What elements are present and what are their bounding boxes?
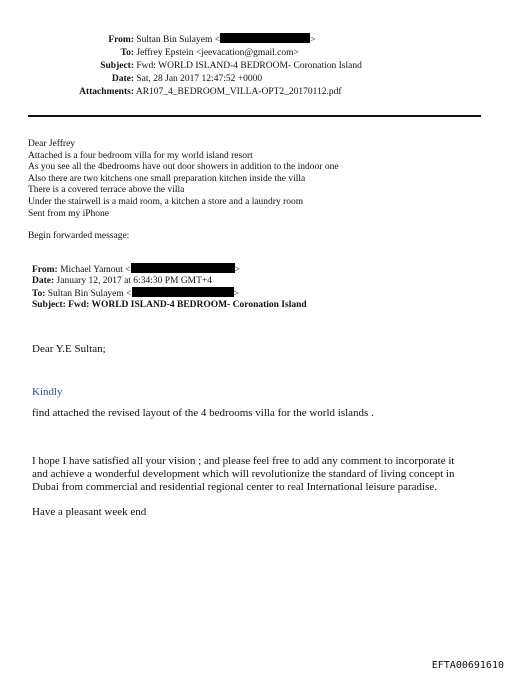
- fwd-subject-value: Fwd: WORLD ISLAND-4 BEDROOM- Coronation Island: [68, 300, 307, 310]
- date-value: Sat, 28 Jan 2017 12:47:52 +0000: [136, 74, 263, 84]
- attachments-value[interactable]: AR107_4_BEDROOM_VILLA-OPT2_20170112.pdf: [135, 87, 342, 97]
- from-value: Sultan Bin Sulayem <: [136, 35, 221, 45]
- header-divider: [28, 115, 481, 117]
- message-line: Also there are two kitchens one small preparation kitchen inside the villa: [28, 173, 306, 184]
- letter-paragraph-line: and achieve a wonderful development which will revolutionize the standard of living concept in: [32, 468, 455, 480]
- email-header: [28, 33, 362, 99]
- to-value: Jeffrey Epstein <jeevacation@gmail.com>: [136, 48, 299, 58]
- attachments-label: Attachments:: [79, 87, 134, 97]
- redaction-bar: [132, 287, 234, 297]
- header-attachments-row: [28, 86, 362, 99]
- header-to-row: [28, 47, 362, 60]
- fwd-to-value: Sultan Bin Sulayem <: [47, 289, 132, 299]
- fwd-to-row: [32, 287, 307, 300]
- letter-closing: Have a pleasant week end: [32, 506, 147, 518]
- fwd-date-value: January 12, 2017 at 6:34:30 PM GMT+4: [56, 276, 213, 286]
- forwarded-header: [32, 263, 307, 311]
- header-subject-row: [28, 60, 362, 73]
- letter-kindly: Kindly: [32, 386, 63, 398]
- subject-value: Fwd: WORLD ISLAND-4 BEDROOM- Coronation Island: [136, 61, 362, 71]
- message-body: [28, 139, 339, 220]
- fwd-subject-label: Subject:: [32, 300, 66, 310]
- forward-intro: Begin forwarded message:: [28, 231, 130, 241]
- redaction-bar: [131, 263, 235, 273]
- from-label: From:: [108, 35, 134, 45]
- message-line: Sent from my iPhone: [28, 208, 110, 219]
- fwd-from-value: Michael Yamout <: [60, 265, 131, 275]
- message-line: There is a covered terrace above the villa: [28, 185, 185, 196]
- redaction-bar: [220, 33, 310, 43]
- document-id: EFTA00691610: [431, 660, 504, 671]
- fwd-from-label: From:: [32, 265, 58, 275]
- fwd-to-label: To:: [32, 289, 46, 299]
- header-from-row: [28, 33, 362, 47]
- message-line: As you see all the 4bedrooms have out door showers in addition to the indoor one: [28, 162, 339, 173]
- letter-paragraph-line: Dubai from commercial and residential regional center to real International leisure paradise.: [32, 481, 437, 493]
- from-tail: >: [310, 35, 316, 45]
- message-line: Dear Jeffrey: [28, 139, 76, 149]
- fwd-from-tail: >: [234, 265, 240, 275]
- fwd-to-tail: >: [233, 289, 239, 299]
- letter-paragraph: [32, 455, 454, 494]
- fwd-subject-row: [32, 300, 307, 311]
- to-label: To:: [120, 48, 134, 58]
- message-line: Under the stairwell is a maid room, a kitchen a store and a laundry room: [28, 196, 304, 207]
- date-label: Date:: [111, 74, 134, 84]
- message-line: Attached is a four bedroom villa for my world island resort: [28, 150, 253, 161]
- subject-label: Subject:: [100, 61, 134, 71]
- letter-greeting: Dear Y.E Sultan;: [32, 343, 106, 355]
- letter-line: find attached the revised layout of the 4 bedrooms villa for the world islands .: [32, 407, 374, 419]
- fwd-date-label: Date:: [32, 276, 55, 286]
- fwd-date-row: [32, 276, 307, 287]
- fwd-from-row: [32, 263, 307, 276]
- header-date-row: [28, 73, 362, 86]
- letter-paragraph-line: I hope I have satisfied all your vision ; and please feel free to add any comment to incorporate it: [32, 455, 455, 467]
